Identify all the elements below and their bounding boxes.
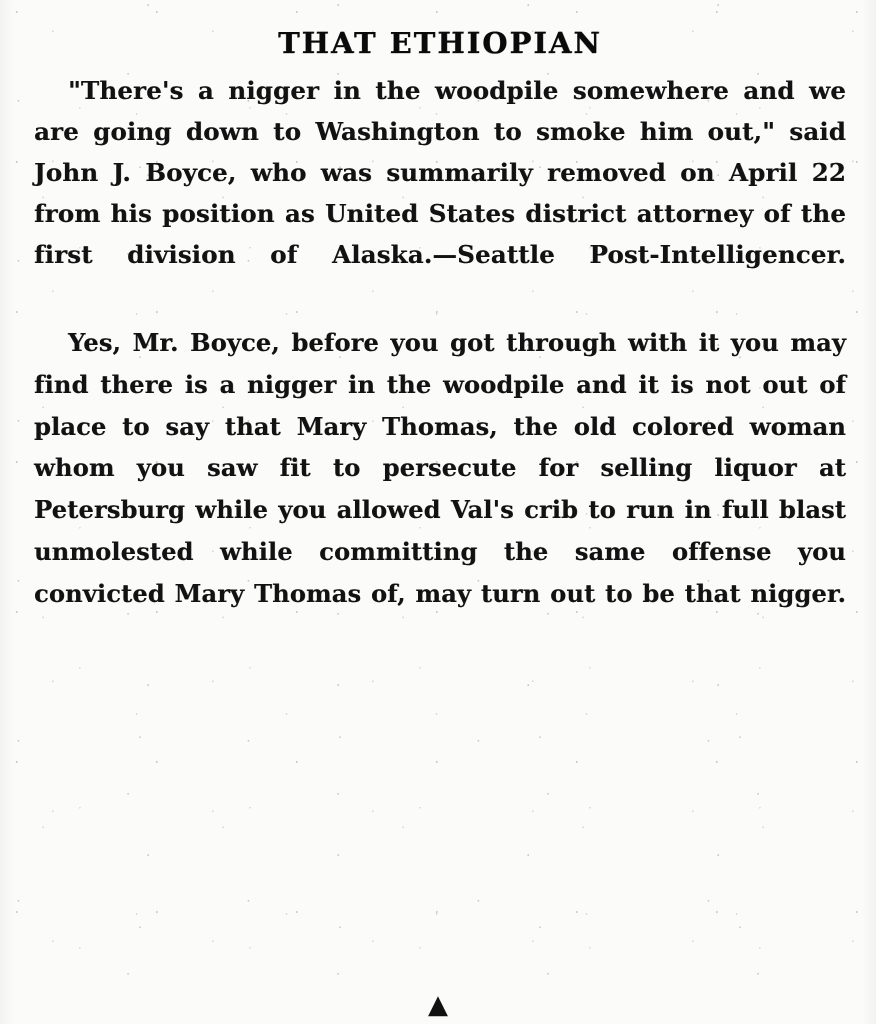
article-column [34, 14, 846, 656]
page-edge-shading-right [862, 0, 876, 1024]
article-paragraph: "There's a nigger in the woodpile somewhere and we are going down to Washington to smoke him out," said John J. Boyce, who was summarily removed on April 22 from his position as United States district attorney of the first division of Alaska.—Seattle Post-Intelligencer. [34, 76, 846, 269]
page-edge-shading-left [0, 0, 14, 1024]
article-headline: THAT ETHIOPIAN [278, 26, 602, 60]
article-paragraph: Yes, Mr. Boyce, before you got through with it you may find there is a nigger in the woodpile and it is not out of place to say that Mary Thomas, the old colored woman whom you saw fit to persecute for selling liquor at Petersburg while you allowed Val's crib to run in full blast unmolested while committing the same offense you convicted Mary Thomas of, may turn out to be that nigger. [34, 328, 846, 608]
triangle-ornament-icon: ▲ [428, 990, 448, 1020]
